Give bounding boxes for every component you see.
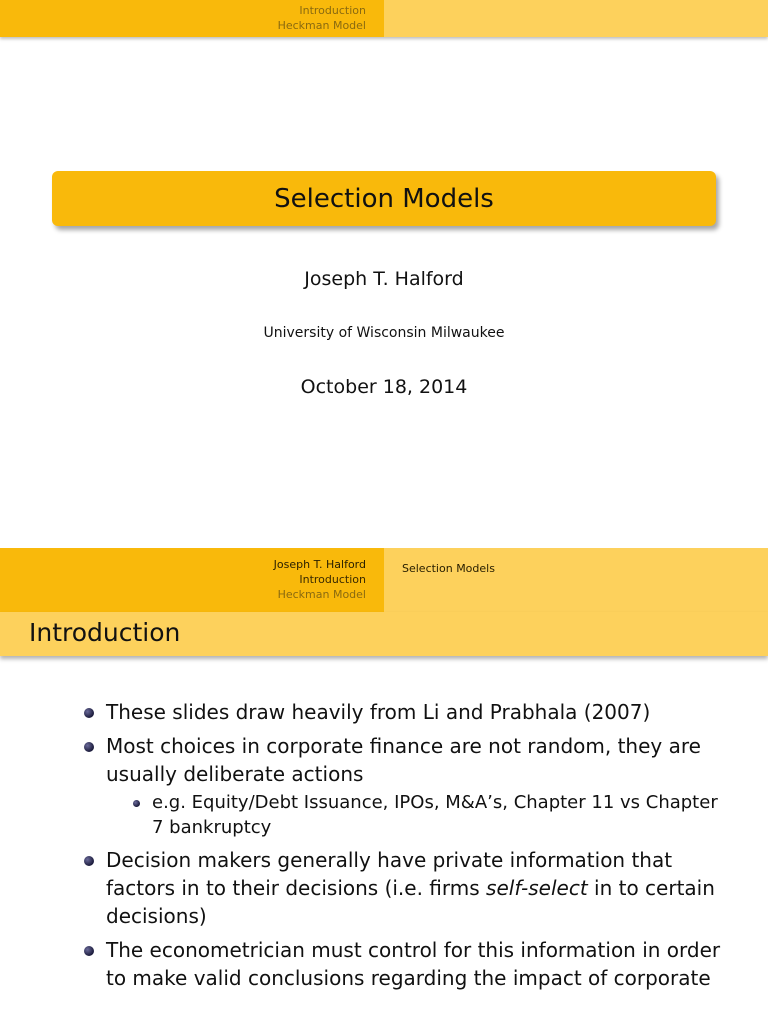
section-navigation-list (0, 548, 384, 612)
navigation-bar-right-panel (384, 0, 768, 37)
sub-list-item (106, 790, 728, 840)
section-navigation-list (0, 0, 384, 37)
sub-bullet-text: e.g. Equity/Debt Issuance, IPOs, M&A’s, Chapter 11 vs Chapter 7 bankruptcy (152, 792, 718, 838)
nav-section-heckman-model[interactable]: Heckman Model (277, 588, 366, 601)
bullet-text-emphasis: self-select (486, 876, 588, 900)
bullet-icon (84, 742, 94, 752)
bullet-text: Most choices in corporate finance are not random, they are usually deliberate actions (106, 734, 701, 786)
nav-section-heckman-model[interactable]: Heckman Model (277, 19, 366, 32)
section-navigation-bar (0, 548, 768, 612)
presentation-date: October 18, 2014 (300, 376, 468, 398)
list-item (0, 698, 768, 726)
presentation-institute: University of Wisconsin Milwaukee (263, 325, 505, 341)
bullet-icon (84, 946, 94, 956)
frame-title-bar (0, 612, 768, 656)
list-item (0, 846, 768, 930)
bullet-text: These slides draw heavily from Li and Prabhala (2007) (106, 700, 651, 724)
bullet-text-pre: Decision makers generally have private information that factors in to their decisions (i.e. firms (106, 848, 673, 900)
sub-bullet-icon (133, 800, 140, 807)
bullet-icon (84, 708, 94, 718)
bullet-text-post: in to certain decisions) (106, 876, 715, 928)
introduction-slide (0, 548, 768, 1024)
list-item (0, 936, 768, 992)
section-navigation-bar (0, 0, 768, 37)
sub-bullet-list (106, 790, 728, 840)
bullet-icon (84, 856, 94, 866)
presentation-title: Selection Models (274, 183, 494, 214)
nav-section-introduction[interactable]: Introduction (299, 4, 366, 17)
frame-title: Introduction (29, 618, 181, 647)
bullet-text: The econometrician must control for this information in order to make valid conclusions regarding the impact of corporate (106, 938, 721, 990)
bullet-list (0, 698, 768, 998)
presentation-author: Joseph T. Halford (304, 268, 464, 290)
nav-section-introduction[interactable]: Introduction (299, 573, 366, 586)
navigation-bar-right-panel (384, 548, 768, 612)
footer-presentation-title: Selection Models (402, 562, 495, 575)
presentation-title-box (52, 171, 716, 226)
list-item (0, 732, 768, 840)
footer-author: Joseph T. Halford (273, 558, 366, 571)
